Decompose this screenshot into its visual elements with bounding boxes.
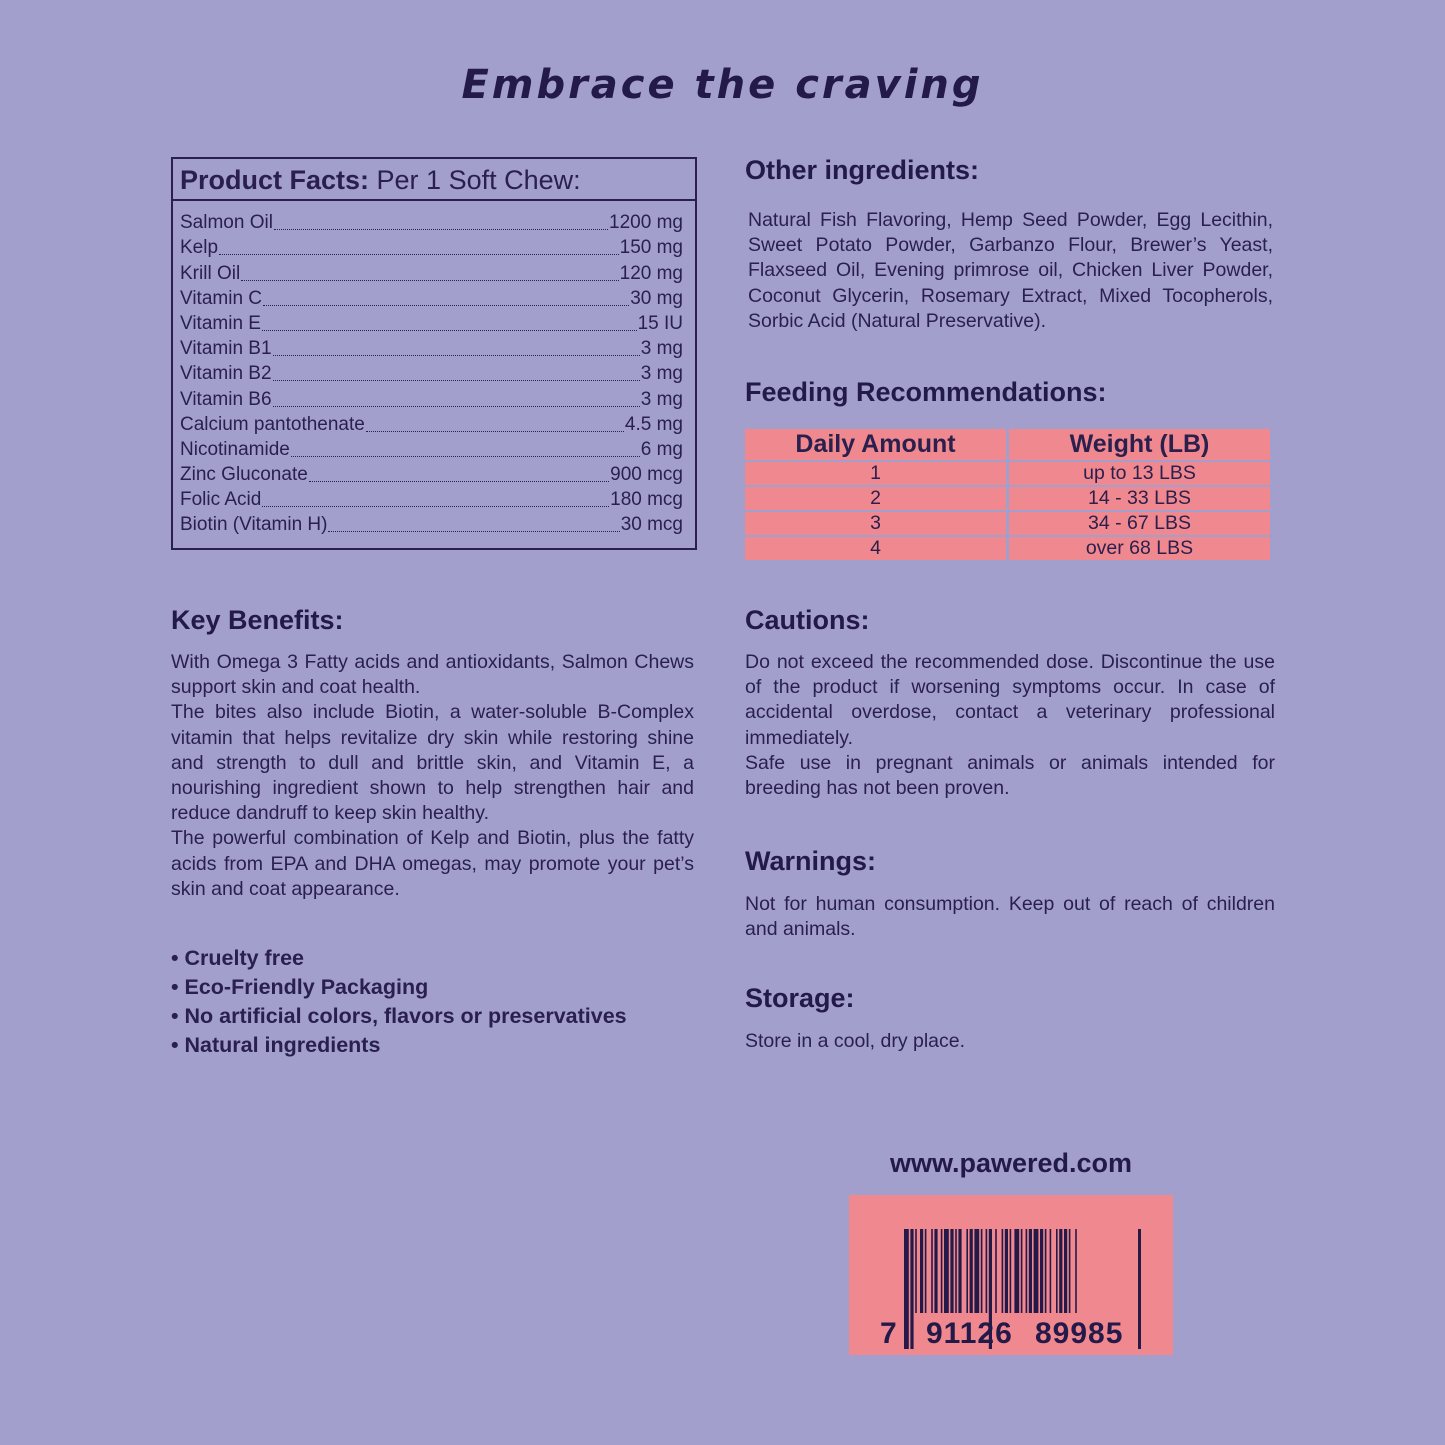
barcode-bar: [904, 1229, 909, 1349]
key-benefits-heading: Key Benefits:: [171, 605, 344, 635]
barcode-bar: [920, 1229, 923, 1313]
barcode-bar: [1010, 1229, 1012, 1313]
barcode-bar: [995, 1229, 997, 1313]
feeding-weight: up to 13 LBS: [1009, 462, 1270, 485]
bullet-item: • No artificial colors, flavors or preservatives: [171, 1004, 627, 1028]
barcode-bar: [950, 1229, 953, 1313]
dot-leader: [273, 355, 640, 356]
barcode-bar: [1138, 1229, 1141, 1349]
barcode-bar: [910, 1229, 913, 1349]
other-ingredients-text: Natural Fish Flavoring, Hemp Seed Powder, Egg Lecithin, Sweet Potato Powder, Garbanzo Flour, Brewer’s Yeast, Flaxseed Oil, Evening primrose oil, Chicken Liver Powder, Coconut Glycerin, Rosemary Extract, Mixed Tocopherols, Sorbic Acid (Natural Preservative).: [748, 209, 1273, 332]
dot-leader: [309, 481, 609, 482]
feeding-row: [745, 537, 1270, 560]
dot-leader: [273, 406, 640, 407]
barcode-bar: [1056, 1229, 1058, 1313]
barcode-bar: [934, 1229, 937, 1313]
barcode-bar: [1029, 1229, 1032, 1313]
warnings-text: Not for human consumption. Keep out of reach of children and animals.: [745, 893, 1275, 941]
product-fact-amount: 4.5 mg: [624, 413, 683, 435]
product-fact-name: Vitamin C: [180, 287, 263, 309]
barcode-bar: [1075, 1229, 1077, 1313]
barcode-digit-first: 7: [880, 1317, 898, 1350]
product-fact-amount: 30 mg: [630, 287, 683, 309]
product-fact-amount: 3 mg: [640, 363, 683, 385]
feeding-weight: 34 - 67 LBS: [1009, 512, 1270, 535]
product-fact-name: Vitamin E: [180, 312, 261, 334]
key-benefits-paragraph: The bites also include Biotin, a water-soluble B-Complex vitamin that helps revitalize dry skin while restoring shine and strength to dull and brittle skin, and Vitamin E, a nourishing ingredient shown to help strengthen hair and reduce dandruff to keep skin healthy.: [171, 701, 694, 825]
product-fact-amount: 30 mcg: [620, 514, 683, 536]
barcode-bar: [955, 1229, 957, 1313]
dot-leader: [328, 531, 619, 532]
feeding-row: [745, 487, 1270, 510]
barcode-bar: [925, 1229, 927, 1313]
dot-leader: [274, 229, 608, 230]
product-fact-row: [180, 411, 683, 436]
product-fact-row: [180, 209, 683, 234]
other-ingredients-heading: Other ingredients:: [745, 155, 980, 185]
barcode-bar: [1034, 1229, 1039, 1313]
barcode-bar: [1045, 1229, 1047, 1313]
product-fact-name: Kelp: [180, 237, 219, 259]
dot-leader: [262, 506, 609, 507]
product-fact-row: [180, 385, 683, 410]
feeding-daily-amount: 3: [745, 512, 1006, 535]
product-fact-amount: 6 mg: [640, 438, 683, 460]
feeding-daily-amount: 4: [745, 537, 1006, 560]
barcode-bar: [1069, 1229, 1071, 1313]
product-fact-name: Zinc Gluconate: [180, 464, 308, 486]
dot-leader: [241, 280, 618, 281]
product-fact-amount: 3 mg: [640, 338, 683, 360]
product-fact-row: [180, 310, 683, 335]
barcode-bar: [1021, 1229, 1023, 1313]
product-fact-name: Vitamin B6: [180, 388, 272, 410]
feeding-col-daily-amount: Daily Amount: [745, 429, 1006, 460]
dot-leader: [262, 330, 637, 331]
product-fact-amount: 150 mg: [619, 237, 683, 259]
barcode-bar: [931, 1229, 933, 1313]
tagline: Embrace the craving: [461, 62, 984, 108]
warnings-heading: Warnings:: [745, 846, 876, 876]
product-fact-row: [180, 360, 683, 385]
barcode-bar: [1014, 1229, 1019, 1313]
product-fact-amount: 15 IU: [637, 312, 683, 334]
feeding-daily-amount: 2: [745, 487, 1006, 510]
barcode-bar: [1050, 1229, 1052, 1313]
barcode-group-left: 91126: [926, 1317, 1013, 1350]
barcode-bar: [1005, 1229, 1008, 1313]
feeding-table: [742, 427, 1273, 562]
feeding-weight: over 68 LBS: [1009, 537, 1270, 560]
barcode-bar: [1059, 1229, 1062, 1313]
product-fact-row: [180, 234, 683, 259]
barcode-bar: [1064, 1229, 1067, 1313]
product-fact-row: [180, 511, 683, 536]
cautions-heading: Cautions:: [745, 605, 870, 635]
bullet-item: • Natural ingredients: [171, 1033, 381, 1057]
benefit-bullets: [171, 944, 627, 1060]
cautions-text: [745, 650, 1275, 801]
product-fact-amount: 3 mg: [640, 388, 683, 410]
feeding-row: [745, 512, 1270, 535]
barcode-bar: [1040, 1229, 1043, 1313]
barcode-bar: [944, 1229, 949, 1313]
product-fact-name: Krill Oil: [180, 262, 241, 284]
cautions-paragraph: Safe use in pregnant animals or animals intended for breeding has not been proven.: [745, 751, 1275, 800]
dot-leader: [291, 456, 640, 457]
barcode-bar: [1026, 1229, 1028, 1313]
product-fact-name: Biotin (Vitamin H): [180, 514, 328, 536]
product-fact-row: [180, 259, 683, 284]
key-benefits-text: [171, 650, 694, 902]
product-fact-amount: 900 mcg: [610, 464, 683, 486]
product-fact-amount: 180 mcg: [610, 489, 683, 511]
dot-leader: [263, 305, 629, 306]
barcode-bar: [974, 1229, 979, 1313]
feeding-row: [745, 462, 1270, 485]
key-benefits-paragraph: With Omega 3 Fatty acids and antioxidants, Salmon Chews support skin and coat health.: [171, 651, 694, 699]
barcode-bar: [1002, 1229, 1004, 1313]
product-fact-row: [180, 285, 683, 310]
barcode-group-right: 89985: [1035, 1317, 1124, 1350]
product-facts-list: [173, 201, 695, 536]
storage-heading: Storage:: [745, 983, 855, 1013]
barcode-bar: [958, 1229, 961, 1313]
key-benefits-paragraph: The powerful combination of Kelp and Biotin, plus the fatty acids from EPA and DHA omegas, may promote your pet’s skin and coat appearance.: [171, 827, 694, 900]
product-fact-name: Nicotinamide: [180, 438, 290, 460]
product-fact-name: Folic Acid: [180, 489, 262, 511]
product-facts-panel: [171, 157, 697, 550]
feeding-daily-amount: 1: [745, 462, 1006, 485]
feeding-weight: 14 - 33 LBS: [1009, 487, 1270, 510]
product-fact-name: Calcium pantothenate: [180, 413, 365, 435]
product-fact-row: [180, 486, 683, 511]
barcode-bar: [970, 1229, 973, 1313]
product-fact-amount: 120 mg: [619, 262, 683, 284]
website-url[interactable]: www.pawered.com: [889, 1148, 1133, 1178]
dot-leader: [219, 254, 619, 255]
product-fact-row: [180, 461, 683, 486]
bullet-item: • Cruelty free: [171, 946, 304, 970]
barcode-bar: [966, 1229, 968, 1313]
dot-leader: [273, 380, 640, 381]
product-fact-amount: 1200 mg: [609, 212, 683, 234]
barcode-bar: [986, 1229, 988, 1313]
barcode: [849, 1195, 1173, 1355]
feeding-table-header-row: [745, 429, 1270, 460]
dot-leader: [366, 431, 624, 432]
barcode-bar: [941, 1229, 943, 1313]
barcode-bar: [915, 1229, 917, 1313]
product-fact-name: Salmon Oil: [180, 212, 273, 234]
product-fact-row: [180, 436, 683, 461]
product-fact-name: Vitamin B1: [180, 338, 272, 360]
storage-text: Store in a cool, dry place.: [745, 1030, 966, 1052]
product-facts-title-bold: Product Facts:: [180, 165, 370, 195]
product-facts-title: [173, 159, 695, 201]
product-fact-row: [180, 335, 683, 360]
bullet-item: • Eco-Friendly Packaging: [171, 975, 429, 999]
feeding-table-body: [745, 462, 1270, 560]
product-facts-title-serving: Per 1 Soft Chew:: [369, 165, 581, 195]
feeding-recommendations-heading: Feeding Recommendations:: [745, 377, 1107, 407]
cautions-paragraph: Do not exceed the recommended dose. Discontinue the use of the product if worsening symptoms occur. In case of accidental overdose, contact a veterinary professional immediately.: [745, 651, 1275, 749]
product-fact-name: Vitamin B2: [180, 363, 272, 385]
feeding-col-weight: Weight (LB): [1009, 429, 1270, 460]
barcode-bar: [981, 1229, 983, 1313]
